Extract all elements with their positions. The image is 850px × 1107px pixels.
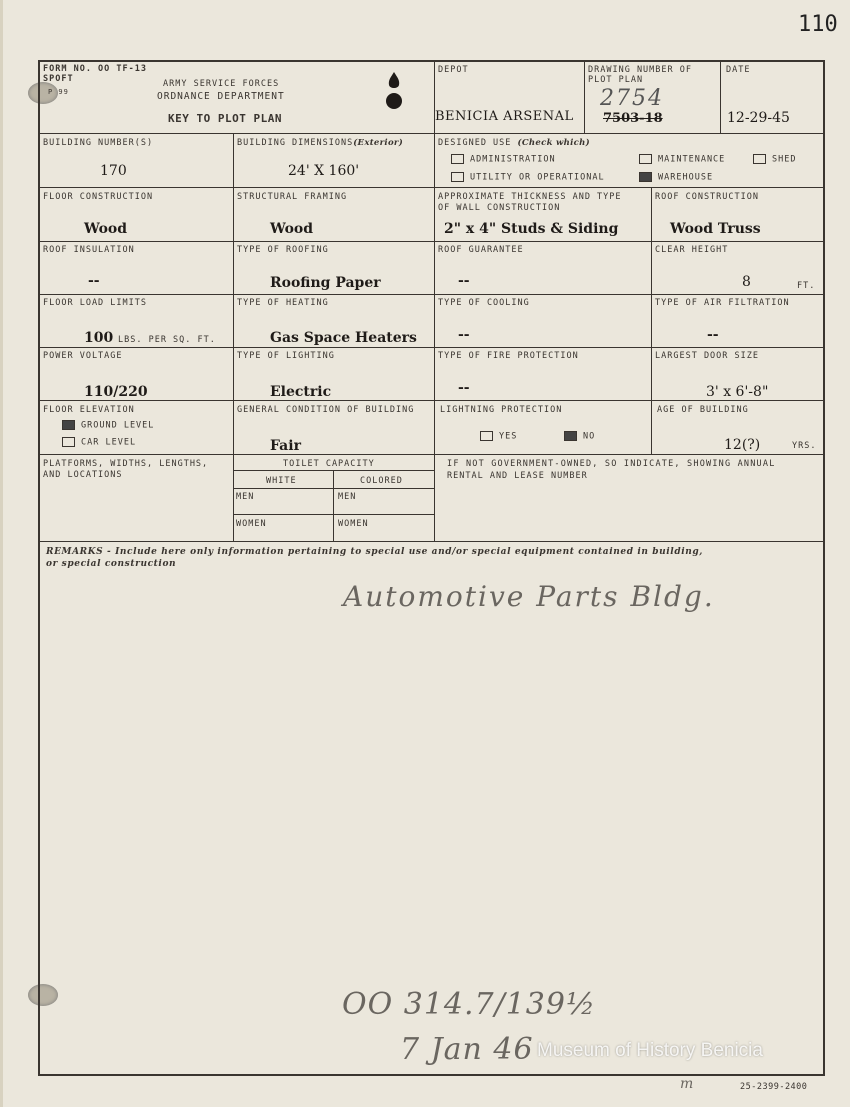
date-value: 12-29-45 [727, 110, 790, 126]
floor-elevation-label: FLOOR ELEVATION [43, 405, 135, 415]
depot-value: BENICIA ARSENAL [435, 109, 574, 124]
document-title: KEY TO PLOT PLAN [168, 112, 282, 125]
clear-height-unit: FT. [797, 281, 816, 291]
ordnance-bomb-icon [383, 70, 405, 114]
cooling-type-label: TYPE OF COOLING [438, 298, 530, 308]
form-sub-code-2: P 99 [48, 88, 69, 96]
platforms-label-1: PLATFORMS, WIDTHS, LENGTHS, [43, 459, 209, 469]
museum-watermark: Museum of History Benicia [537, 1040, 763, 1061]
building-dimensions-suffix: (Exterior) [353, 138, 404, 148]
checkbox-shed-box[interactable] [753, 154, 766, 164]
checkbox-administration-box[interactable] [451, 154, 464, 164]
age-of-building-value: 12(?) [724, 437, 761, 453]
depot-label: DEPOT [438, 65, 469, 75]
checkbox-administration[interactable] [451, 154, 556, 165]
air-filtration-label: TYPE OF AIR FILTRATION [655, 298, 790, 308]
govt-owned-label-2: RENTAL AND LEASE NUMBER [447, 471, 588, 481]
org-line-2: ORDNANCE DEPARTMENT [157, 91, 285, 102]
toilet-colored-women-label: WOMEN [338, 519, 369, 529]
largest-door-label: LARGEST DOOR SIZE [655, 351, 759, 361]
drawing-number-struck: 7503-18 [603, 111, 663, 126]
wall-construction-label-1: APPROXIMATE THICKNESS AND TYPE [438, 192, 622, 202]
checkbox-lightning-yes-box[interactable] [480, 431, 493, 441]
lighting-type-value: Electric [270, 384, 332, 400]
building-numbers-value: 170 [100, 163, 127, 179]
designed-use-suffix: (Check which) [517, 138, 590, 148]
cooling-type-value: -- [458, 327, 470, 343]
checkbox-administration-label: ADMINISTRATION [470, 154, 556, 165]
form-sub-code: SPOFT [43, 74, 74, 84]
wall-construction-label-2: OF WALL CONSTRUCTION [438, 203, 561, 213]
govt-owned-label-1: IF NOT GOVERNMENT-OWNED, SO INDICATE, SHOWING ANNUAL [447, 459, 776, 469]
date-label: DATE [726, 65, 751, 75]
clear-height-label: CLEAR HEIGHT [655, 245, 729, 255]
checkbox-ground-level-box-checked[interactable] [62, 420, 75, 430]
building-numbers-label: BUILDING NUMBER(S) [43, 138, 154, 148]
drawing-number-handwritten: 2754 [600, 86, 664, 111]
lightning-yes-label: YES [499, 431, 518, 442]
toilet-colored-men-label: MEN [338, 492, 357, 502]
structural-framing-value: Wood [270, 221, 314, 237]
age-of-building-unit: YRS. [792, 441, 817, 451]
form-number: FORM NO. OO TF-13 [43, 64, 147, 74]
roofing-type-value: Roofing Paper [270, 275, 381, 291]
building-dimensions-value: 24' X 160' [288, 163, 360, 179]
checkbox-maintenance-label: MAINTENANCE [658, 154, 726, 165]
building-dimensions-label-text: BUILDING DIMENSIONS [237, 138, 354, 148]
general-condition-value: Fair [270, 438, 301, 454]
heating-type-label: TYPE OF HEATING [237, 298, 329, 308]
structural-framing-label: STRUCTURAL FRAMING [237, 192, 348, 202]
drawing-number-label-1: DRAWING NUMBER OF [588, 65, 692, 75]
roofing-type-label: TYPE OF ROOFING [237, 245, 329, 255]
roof-construction-value: Wood Truss [670, 221, 761, 237]
floor-load-value: 100 [84, 330, 114, 346]
toilet-colored-label: COLORED [360, 476, 403, 486]
ground-level-label: GROUND LEVEL [81, 420, 155, 431]
checkbox-lightning-no[interactable] [564, 431, 595, 442]
roof-insulation-value: -- [88, 273, 100, 289]
plot-plan-form [38, 60, 825, 1076]
fire-protection-label: TYPE OF FIRE PROTECTION [438, 351, 579, 361]
floor-load-label: FLOOR LOAD LIMITS [43, 298, 147, 308]
clear-height-value: 8 [742, 274, 751, 290]
heating-type-value: Gas Space Heaters [270, 330, 417, 346]
checkbox-utility[interactable] [451, 172, 605, 183]
checkbox-maintenance[interactable] [639, 154, 725, 165]
floor-construction-value: Wood [84, 221, 128, 237]
roof-construction-label: ROOF CONSTRUCTION [655, 192, 759, 202]
floor-construction-label: FLOOR CONSTRUCTION [43, 192, 154, 202]
toilet-white-women-label: WOMEN [236, 519, 267, 529]
checkbox-warehouse-box-checked[interactable] [639, 172, 652, 182]
remarks-label-2: or special construction [46, 559, 177, 569]
floor-load-unit: LBS. PER SQ. FT. [118, 335, 216, 345]
initials-handwritten: m [680, 1076, 694, 1092]
page-number: 110 [798, 12, 838, 37]
wall-construction-value: 2" x 4" Studs & Siding [444, 221, 619, 237]
drawing-number-label-2: PLOT PLAN [588, 75, 644, 85]
checkbox-warehouse[interactable] [639, 172, 713, 183]
checkbox-utility-label: UTILITY OR OPERATIONAL [470, 172, 605, 183]
car-level-label: CAR LEVEL [81, 437, 137, 448]
designed-use-label [438, 138, 590, 148]
checkbox-utility-box[interactable] [451, 172, 464, 182]
checkbox-lightning-yes[interactable] [480, 431, 517, 442]
checkbox-shed-label: SHED [772, 154, 797, 165]
remarks-label-1: REMARKS - Include here only information pertaining to special use and/or special equipment contained in building, [46, 547, 703, 557]
general-condition-label: GENERAL CONDITION OF BUILDING [237, 405, 415, 415]
power-voltage-value: 110/220 [84, 384, 148, 400]
platforms-label-2: AND LOCATIONS [43, 470, 123, 480]
lightning-protection-label: LIGHTNING PROTECTION [440, 405, 563, 415]
file-reference-handwritten: OO 314.7/139½ [342, 987, 597, 1022]
checkbox-ground-level[interactable] [62, 420, 154, 431]
checkbox-shed[interactable] [753, 154, 796, 165]
lightning-no-label: NO [583, 431, 596, 442]
fire-protection-value: -- [458, 380, 470, 396]
power-voltage-label: POWER VOLTAGE [43, 351, 123, 361]
form-code: 25-2399-2400 [740, 1082, 808, 1092]
roof-guarantee-value: -- [458, 273, 470, 289]
age-of-building-label: AGE OF BUILDING [657, 405, 749, 415]
largest-door-value: 3' x 6'-8" [706, 384, 769, 400]
toilet-white-men-label: MEN [236, 492, 255, 502]
roof-guarantee-label: ROOF GUARANTEE [438, 245, 524, 255]
roof-insulation-label: ROOF INSULATION [43, 245, 135, 255]
remarks-handwritten: Automotive Parts Bldg. [343, 580, 715, 613]
checkbox-lightning-no-box-checked[interactable] [564, 431, 577, 441]
air-filtration-value: -- [707, 327, 719, 343]
building-dimensions-label [237, 138, 403, 148]
checkbox-car-level-box[interactable] [62, 437, 75, 447]
checkbox-car-level[interactable] [62, 437, 136, 448]
org-line-1: ARMY SERVICE FORCES [163, 79, 280, 89]
date-note-handwritten: 7 Jan 46 [400, 1032, 534, 1067]
checkbox-maintenance-box[interactable] [639, 154, 652, 164]
checkbox-warehouse-label: WAREHOUSE [658, 172, 714, 183]
toilet-white-label: WHITE [266, 476, 297, 486]
lighting-type-label: TYPE OF LIGHTING [237, 351, 335, 361]
toilet-capacity-label: TOILET CAPACITY [283, 459, 375, 469]
designed-use-label-text: DESIGNED USE [438, 138, 512, 148]
